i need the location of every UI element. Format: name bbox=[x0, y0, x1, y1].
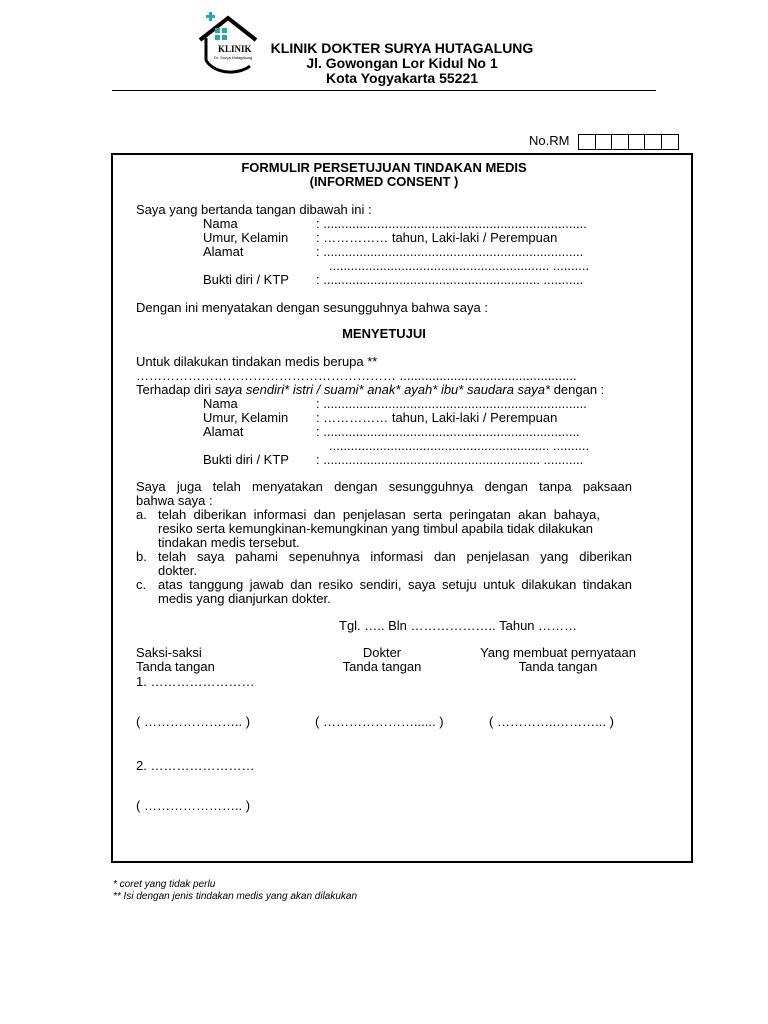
form-title: FORMULIR PERSETUJUAN TINDAKAN MEDIS bbox=[241, 160, 527, 175]
against-prefix: Terhadap diri bbox=[136, 382, 215, 397]
header-divider bbox=[112, 90, 656, 91]
maker-title: Yang membuat pernyataan bbox=[480, 645, 636, 660]
witness-2-name[interactable]: ( ………………….. ) bbox=[136, 798, 251, 813]
field-label-bukti: Bukti diri / KTP bbox=[203, 272, 289, 287]
witness-1-name[interactable]: ( ………………….. ) bbox=[136, 714, 251, 729]
rm-label: No.RM bbox=[529, 133, 570, 148]
witness-1-signature[interactable]: 1. …………………… bbox=[136, 674, 255, 689]
item-b-line-2: dokter. bbox=[158, 563, 198, 578]
logo-text: KLINIK bbox=[218, 44, 252, 54]
date-line[interactable]: Tgl. ….. Bln ……………….. Tahun ……… bbox=[339, 618, 578, 633]
field-value-bukti[interactable]: : ............................................................ ........... bbox=[316, 272, 584, 287]
rm-digit-box[interactable] bbox=[595, 134, 612, 150]
footnote-2: ** Isi dengan jenis tindakan medis yang akan dilakukan bbox=[113, 891, 358, 902]
witness-title: Saksi-saksi bbox=[136, 645, 202, 660]
item-marker-a: a. bbox=[136, 507, 147, 522]
field2-value-umur[interactable]: : …………… tahun, Laki-laki / Perempuan bbox=[316, 410, 558, 425]
field2-value-alamat-2[interactable]: ............................................................. .......... bbox=[329, 438, 590, 453]
item-b-line-1: telah saya pahami sepenuhnya informasi dan penjelasan yang diberikan bbox=[158, 549, 632, 564]
against-suffix: dengan : bbox=[550, 382, 605, 397]
field-value-umur[interactable]: : …………… tahun, Laki-laki / Perempuan bbox=[316, 230, 558, 245]
clinic-address-line1: Jl. Gowongan Lor Kidul No 1 bbox=[306, 55, 498, 71]
field-label-alamat: Alamat bbox=[203, 244, 244, 259]
rm-digit-box[interactable] bbox=[661, 134, 679, 150]
logo-subtext: Dr. Surya Hutagalung bbox=[214, 55, 253, 60]
form-subtitle: (INFORMED CONSENT ) bbox=[309, 174, 459, 189]
agree-heading: MENYETUJUI bbox=[342, 326, 426, 341]
item-marker-b: b. bbox=[136, 549, 147, 564]
field2-value-nama[interactable]: : ......................................................................... bbox=[316, 396, 587, 411]
rm-digit-box[interactable] bbox=[578, 134, 595, 150]
field2-value-alamat[interactable]: : ....................................................................... bbox=[316, 424, 580, 439]
doctor-name[interactable]: ( …………………...... ) bbox=[315, 714, 444, 729]
field2-value-bukti[interactable]: : ............................................................ ........... bbox=[316, 452, 584, 467]
action-label: Untuk dilakukan tindakan medis berupa ** bbox=[136, 354, 378, 369]
field-value-alamat[interactable]: : ........................................................................ bbox=[316, 244, 584, 259]
witness-2-signature[interactable]: 2. …………………… bbox=[136, 758, 255, 773]
field2-label-alamat: Alamat bbox=[203, 424, 244, 439]
field-label-nama: Nama bbox=[203, 216, 238, 231]
item-c-line-1: atas tanggung jawab dan resiko sendiri, saya setuju untuk dilakukan tindakan bbox=[158, 577, 632, 592]
maker-sub: Tanda tangan bbox=[518, 659, 598, 674]
rm-digit-box[interactable] bbox=[644, 134, 661, 150]
intro-text: Saya yang bertanda tangan dibawah ini : bbox=[136, 202, 372, 217]
item-a-line-1: telah diberikan informasi dan penjelasan serta peringatan akan bahaya, bbox=[158, 507, 600, 522]
item-a-line-3: tindakan medis tersebut. bbox=[158, 535, 300, 550]
footnote-1: * coret yang tidak perlu bbox=[113, 879, 216, 890]
against-line bbox=[136, 383, 604, 397]
field-value-nama[interactable]: : ......................................................................... bbox=[316, 216, 587, 231]
item-marker-c: c. bbox=[136, 577, 147, 592]
witness-sub: Tanda tangan bbox=[136, 659, 215, 674]
against-options: saya sendiri* istri / suami* anak* ayah* ibu* saudara saya* bbox=[214, 382, 551, 397]
item-c-line-2: medis yang dianjurkan dokter. bbox=[158, 591, 331, 606]
statement-text: Dengan ini menyatakan dengan sesungguhnya bahwa saya : bbox=[136, 300, 488, 315]
clinic-address-line2: Kota Yogyakarta 55221 bbox=[325, 70, 478, 86]
doctor-title: Dokter bbox=[362, 645, 402, 660]
rm-digit-box[interactable] bbox=[611, 134, 628, 150]
rm-number-boxes[interactable] bbox=[578, 134, 679, 150]
doctor-sub: Tanda tangan bbox=[342, 659, 422, 674]
action-line[interactable]: …………………………………………………… ................................................. bbox=[136, 368, 577, 383]
field-value-alamat-2[interactable]: ............................................................. .......... bbox=[329, 258, 590, 273]
also-line-2: bahwa saya : bbox=[136, 493, 213, 508]
field-label-umur: Umur, Kelamin bbox=[203, 230, 289, 245]
also-line-1: Saya juga telah menyatakan dengan sesungguhnya dengan tanpa paksaan bbox=[136, 479, 632, 494]
field2-label-bukti: Bukti diri / KTP bbox=[203, 452, 289, 467]
maker-name[interactable]: ( …………..………... ) bbox=[489, 714, 614, 729]
clinic-name: KLINIK DOKTER SURYA HUTAGALUNG bbox=[270, 40, 534, 56]
rm-digit-box[interactable] bbox=[628, 134, 645, 150]
item-a-line-2: resiko serta kemungkinan-kemungkinan yang timbul apabila tidak dilakukan bbox=[158, 521, 594, 536]
field2-label-nama: Nama bbox=[203, 396, 238, 411]
field2-label-umur: Umur, Kelamin bbox=[203, 410, 289, 425]
